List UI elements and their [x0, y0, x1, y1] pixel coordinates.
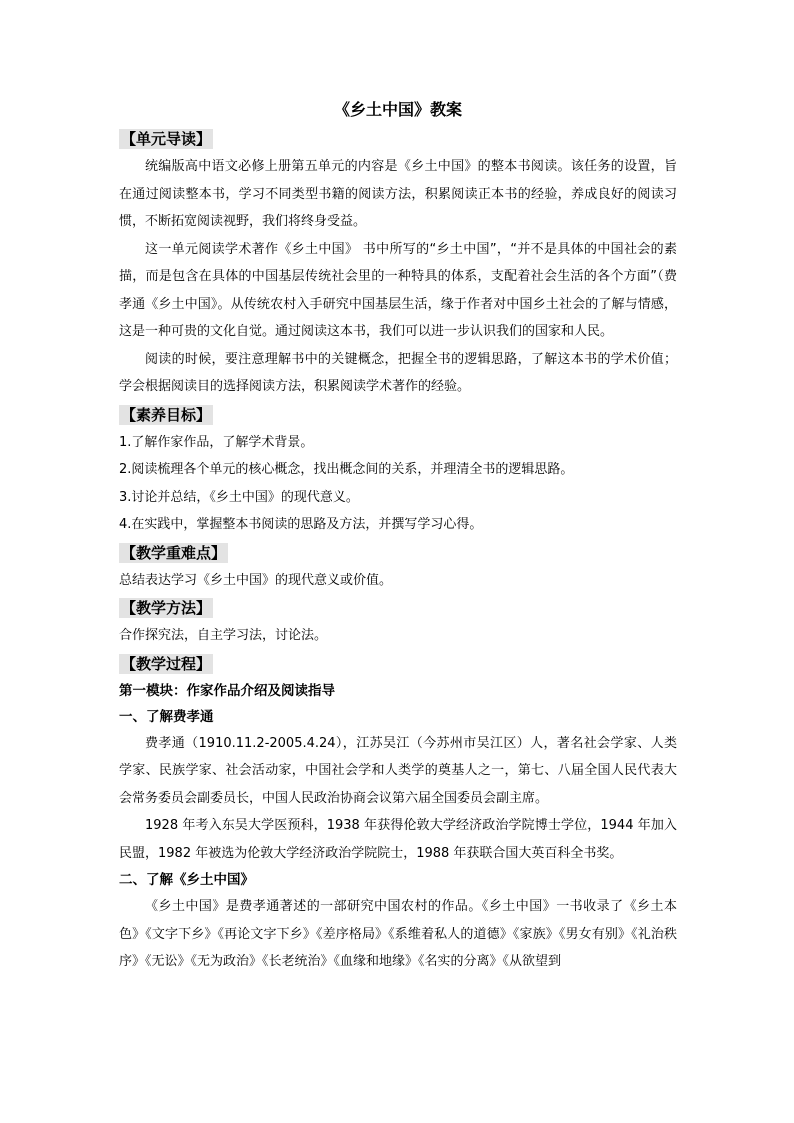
page-title: 《乡土中国》教案 [333, 100, 462, 119]
heading-text: 【教学重难点】 [121, 543, 227, 562]
paragraph: 1928 年考入东吴大学医预科，1938 年获得伦敦大学经济政治学院博士学位，1944 年加入民盟，1982 年被选为伦敦大学经济政治学院院士，1988 年获联合国大英百科全书奖。 [119, 818, 677, 861]
section-heading-intro [119, 126, 677, 152]
section-heading-goals [119, 402, 677, 428]
paragraph: 阅读的时候，要注意理解书中的关键概念，把握全书的逻辑思路，了解这本书的学术价值；学会根据阅读目的选择阅读方法，积累阅读学术著作的经验。 [119, 351, 677, 394]
list-item: 1.了解作家作品，了解学术背景。 [119, 434, 314, 450]
section-heading-methods [119, 595, 677, 621]
heading-text: 【教学方法】 [121, 599, 212, 617]
subsection-title: 一、了解费孝通 [119, 708, 214, 725]
paragraph: 总结表达学习《乡土中国》的现代意义或价值。 [119, 572, 393, 588]
paragraph: 《乡土中国》是费孝通著述的一部研究中国农村的作品。《乡土中国》一书收录了《乡土本色》《文字下乡》《再论文字下乡》《差序格局》《系维着私人的道德》《家族》《男女有别》《礼治秩序》《无讼》《无为政治》《长老统治》《血缘和地缘》《名实的分离》《从欲望到 [119, 899, 677, 969]
paragraph: 费孝通（1910.11.2-2005.4.24），江苏吴江（今苏州市吴江区）人，著名社会学家、人类学家、民族学家、社会活动家，中国社会学和人类学的奠基人之一，第七、八届全国人民代表大会常务委员会副委员长，中国人民政治协商会议第六届全国委员会副主席。 [119, 735, 677, 806]
paragraph: 这一单元阅读学术著作《乡土中国》 书中所写的“乡土中国”，“并不是具体的中国社会的素描，而是包含在具体的中国基层传统社会里的一种特具的体系，支配着社会生活的各个方面”（费孝通《乡土中国》。从传统农村入手研究中国基层生活，缘于作者对中国乡土社会的了解与情感，这是一种可贵的文化自觉。通过阅读这本书，我们可以进一步认识我们的国家和人民。 [119, 241, 677, 339]
heading-text: 【素养目标】 [121, 405, 212, 424]
list-item: 2.阅读梳理各个单元的核心概念，找出概念间的关系，并理清全书的逻辑思路。 [119, 462, 574, 477]
heading-text: 【单元导读】 [121, 130, 212, 148]
paragraph: 合作探究法，自主学习法，讨论法。 [119, 628, 328, 643]
section-heading-process [119, 651, 677, 677]
list-item: 3.讨论并总结，《乡土中国》的现代意义。 [119, 489, 359, 505]
list-item: 4.在实践中，掌握整本书阅读的思路及方法，并撰写学习心得。 [119, 517, 483, 532]
paragraph: 统编版高中语文必修上册第五单元的内容是《乡土中国》的整本书阅读。该任务的设置，旨在通过阅读整本书，学习不同类型书籍的阅读方法，积累阅读正本书的经验，养成良好的阅读习惯，不断拓宽阅读视野，我们将终身受益。 [119, 159, 677, 229]
subsection-title: 二、了解《乡土中国》 [119, 872, 254, 888]
module-title: 第一模块：作家作品介绍及阅读指导 [119, 682, 335, 699]
heading-text: 【教学过程】 [121, 654, 212, 673]
document-page [119, 95, 677, 976]
section-heading-key-points [119, 540, 677, 566]
